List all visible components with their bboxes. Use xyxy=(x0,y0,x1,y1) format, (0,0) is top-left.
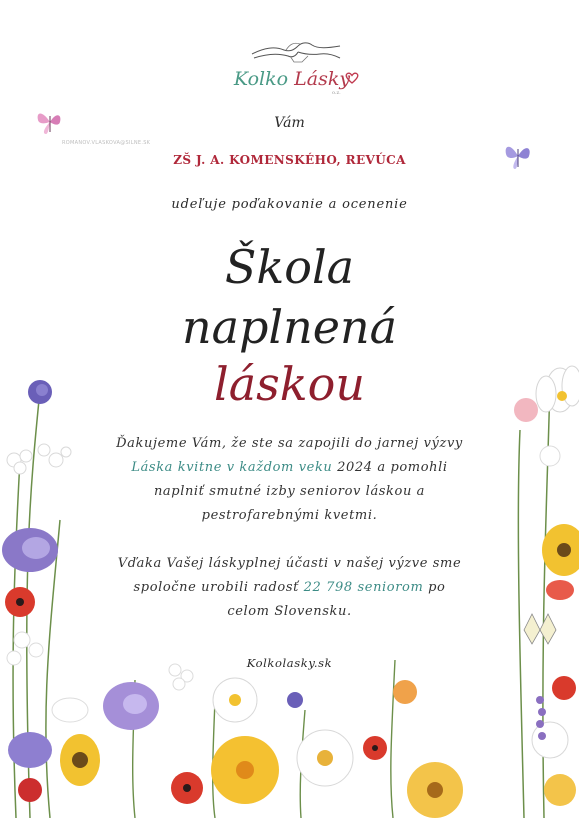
campaign-name: Láska kvitne v každom veku xyxy=(131,460,333,475)
flower-icon xyxy=(480,360,579,818)
p2-line2: spoločne urobili radosť 22 798 seniorom po xyxy=(133,580,446,595)
website-link[interactable]: Kolkolasky.sk xyxy=(246,656,333,670)
p2-line1: Vďaka Vašej láskyplnej účasti v našej výzve sme xyxy=(117,556,462,571)
senior-count: 22 798 xyxy=(303,580,353,595)
logo-suffix: o.z. xyxy=(332,90,341,96)
title-line-3: láskou xyxy=(214,357,365,411)
p1-line3: naplniť smutné izby seniorov láskou a xyxy=(153,484,426,499)
heart-icon xyxy=(345,72,359,84)
title-line-2: naplnená xyxy=(181,300,398,354)
title-line-1: Škola xyxy=(224,240,355,294)
logo-wordmark: Kolko Lásky xyxy=(233,68,351,90)
flower-icon xyxy=(0,370,100,818)
flower-icon xyxy=(95,640,495,818)
school-name: ZŠ J. A. KOMENSKÉHO, REVÚCA xyxy=(173,153,406,167)
award-line: udeľuje poďakovanie a ocenenie xyxy=(171,197,408,212)
p1-line2: Láska kvitne v každom veku 2024 a pomohli xyxy=(131,460,448,475)
p2-line3: celom Slovensku. xyxy=(227,604,352,619)
p1-line1: Ďakujeme Vám, že ste sa zapojili do jarnej výzvy xyxy=(116,436,463,451)
p1-line4: pestrofarebnými kvetmi. xyxy=(201,508,378,523)
watermark-text: ROMANOV.VLASKOVA@SILNE.SK xyxy=(62,140,151,146)
hands-logo-icon xyxy=(250,36,342,70)
recipient-intro: Vám xyxy=(274,115,305,131)
